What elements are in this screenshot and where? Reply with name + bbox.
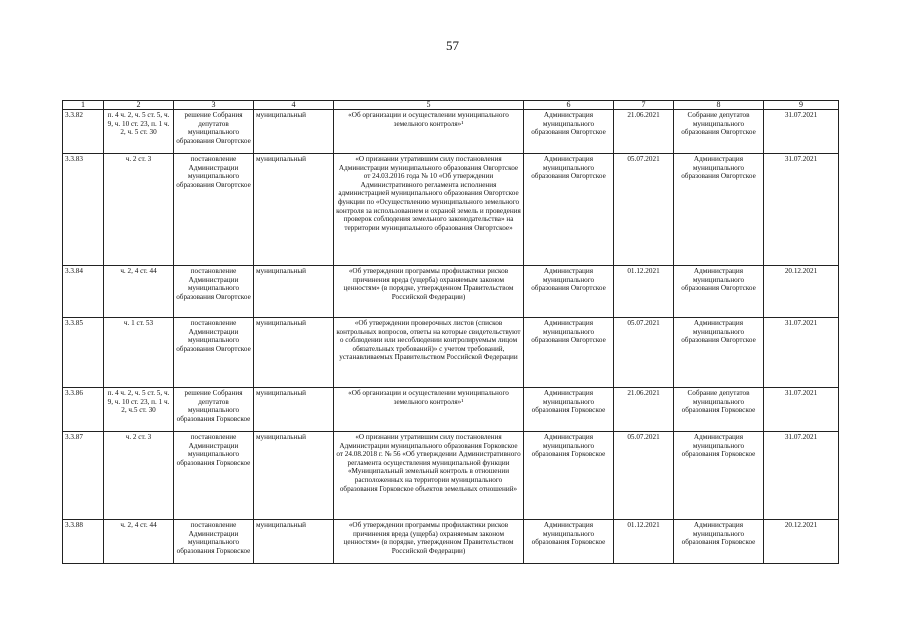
act-title-cell: «Об организации и осуществлении муниципального земельного контроля»¹ — [334, 110, 524, 154]
end-date-cell: 31.07.2021 — [764, 432, 839, 520]
row-number: 3.3.82 — [63, 110, 104, 154]
level-cell: муниципальный — [254, 520, 334, 564]
adopter-cell: Собрание депутатов муниципального образования Горковское — [674, 388, 764, 432]
end-date-cell: 31.07.2021 — [764, 154, 839, 266]
level-cell: муниципальный — [254, 154, 334, 266]
end-date-cell: 31.07.2021 — [764, 110, 839, 154]
act-title-cell: «О признании утратившим силу постановления Администрации муниципального образования Горковское от 24.08.2018 г. № 56 «Об утверждении Административного регламента осуществления муниципальной функции «Муниципальный земельный контроль в отношении расположенных на территории муниципального образования Горковское объектов земельных отношений» — [334, 432, 524, 520]
adopter-cell: Администрация муниципального образования Овгортское — [674, 266, 764, 318]
act-type-cell: постановление Администрации муниципального образования Горковское — [174, 520, 254, 564]
page-number: 57 — [446, 38, 459, 53]
act-type-cell: решение Собрания депутатов муниципального образования Горковское — [174, 388, 254, 432]
act-title-cell: «Об организации и осуществлении муниципального земельного контроля»¹ — [334, 388, 524, 432]
level-cell: муниципальный — [254, 266, 334, 318]
row-number: 3.3.88 — [63, 520, 104, 564]
level-cell: муниципальный — [254, 110, 334, 154]
developer-cell: Администрация муниципального образования Овгортское — [524, 154, 614, 266]
developer-cell: Администрация муниципального образования Горковское — [524, 388, 614, 432]
law-article-cell: ч. 2, 4 ст. 44 — [104, 266, 174, 318]
row-number: 3.3.86 — [63, 388, 104, 432]
law-article-cell: п. 4 ч. 2, ч. 5 ст. 5, ч. 9, ч. 10 ст. 23, п. 1 ч. 2, ч. 5 ст. 30 — [104, 110, 174, 154]
column-header: 6 — [524, 101, 614, 110]
act-type-cell: постановление Администрации муниципального образования Овгортское — [174, 154, 254, 266]
act-type-cell: постановление Администрации муниципального образования Овгортское — [174, 318, 254, 388]
column-header: 2 — [104, 101, 174, 110]
column-header: 5 — [334, 101, 524, 110]
law-article-cell: ч. 2 ст. 3 — [104, 154, 174, 266]
act-title-cell: «Об утверждении программы профилактики рисков причинения вреда (ущерба) охраняемым законом ценностям» (в порядке, утвержденном Правительством Российской Федерации) — [334, 520, 524, 564]
row-number: 3.3.87 — [63, 432, 104, 520]
table-row — [63, 520, 839, 564]
act-type-cell: решение Собрания депутатов муниципального образования Овгортское — [174, 110, 254, 154]
column-header: 7 — [614, 101, 674, 110]
table-row — [63, 266, 839, 318]
column-header: 3 — [174, 101, 254, 110]
act-title-cell: «О признании утратившим силу постановления Администрации муниципального образования Овгортское от 24.03.2016 года № 10 «Об утверждении Административного регламента исполнения администрацией муниципального образования Овгортское функции по «Осуществлению муниципального земельного контроля за использованием и охраной земель и проведения проверок соблюдения земельного законодательства» на территории муниципального образования Овгортское» — [334, 154, 524, 266]
end-date-cell: 20.12.2021 — [764, 520, 839, 564]
column-header: 8 — [674, 101, 764, 110]
law-article-cell: п. 4 ч. 2, ч. 5 ст. 5, ч. 9, ч. 10 ст. 23, п. 1 ч. 2, ч.5 ст. 30 — [104, 388, 174, 432]
developer-cell: Администрация муниципального образования Овгортское — [524, 318, 614, 388]
table-row — [63, 154, 839, 266]
column-header: 4 — [254, 101, 334, 110]
act-title-cell: «Об утверждении проверочных листов (списков контрольных вопросов, ответы на которые свидетельствуют о соблюдении или несоблюдении контролируемым лицом обязательных требований)» с учетом требований, устанавливаемых Правительством Российской Федерации — [334, 318, 524, 388]
table-row — [63, 432, 839, 520]
developer-cell: Администрация муниципального образования Горковское — [524, 520, 614, 564]
row-number: 3.3.85 — [63, 318, 104, 388]
end-date-cell: 31.07.2021 — [764, 388, 839, 432]
end-date-cell: 20.12.2021 — [764, 266, 839, 318]
start-date-cell: 05.07.2021 — [614, 318, 674, 388]
law-article-cell: ч. 2, 4 ст. 44 — [104, 520, 174, 564]
level-cell: муниципальный — [254, 318, 334, 388]
column-header: 1 — [63, 101, 104, 110]
level-cell: муниципальный — [254, 388, 334, 432]
adopter-cell: Администрация муниципального образования Овгортское — [674, 318, 764, 388]
start-date-cell: 21.06.2021 — [614, 110, 674, 154]
adopter-cell: Администрация муниципального образования Горковское — [674, 520, 764, 564]
start-date-cell: 05.07.2021 — [614, 432, 674, 520]
start-date-cell: 21.06.2021 — [614, 388, 674, 432]
law-article-cell: ч. 2 ст. 3 — [104, 432, 174, 520]
column-header: 9 — [764, 101, 839, 110]
regulation-table — [62, 100, 839, 564]
adopter-cell: Администрация муниципального образования Горковское — [674, 432, 764, 520]
table-row — [63, 318, 839, 388]
table-row — [63, 110, 839, 154]
adopter-cell: Администрация муниципального образования Овгортское — [674, 154, 764, 266]
start-date-cell: 01.12.2021 — [614, 266, 674, 318]
developer-cell: Администрация муниципального образования Овгортское — [524, 266, 614, 318]
level-cell: муниципальный — [254, 432, 334, 520]
act-title-cell: «Об утверждении программы профилактики рисков причинения вреда (ущерба) охраняемым законом ценностям» (в порядке, утвержденном Правительством Российской Федерации) — [334, 266, 524, 318]
start-date-cell: 01.12.2021 — [614, 520, 674, 564]
developer-cell: Администрация муниципального образования Горковское — [524, 432, 614, 520]
law-article-cell: ч. 1 ст. 53 — [104, 318, 174, 388]
developer-cell: Администрация муниципального образования Овгортское — [524, 110, 614, 154]
table-row — [63, 388, 839, 432]
start-date-cell: 05.07.2021 — [614, 154, 674, 266]
adopter-cell: Собрание депутатов муниципального образования Овгортское — [674, 110, 764, 154]
act-type-cell: постановление Администрации муниципального образования Горковское — [174, 432, 254, 520]
row-number: 3.3.84 — [63, 266, 104, 318]
row-number: 3.3.83 — [63, 154, 104, 266]
end-date-cell: 31.07.2021 — [764, 318, 839, 388]
header-row — [63, 101, 839, 110]
act-type-cell: постановление Администрации муниципального образования Овгортское — [174, 266, 254, 318]
